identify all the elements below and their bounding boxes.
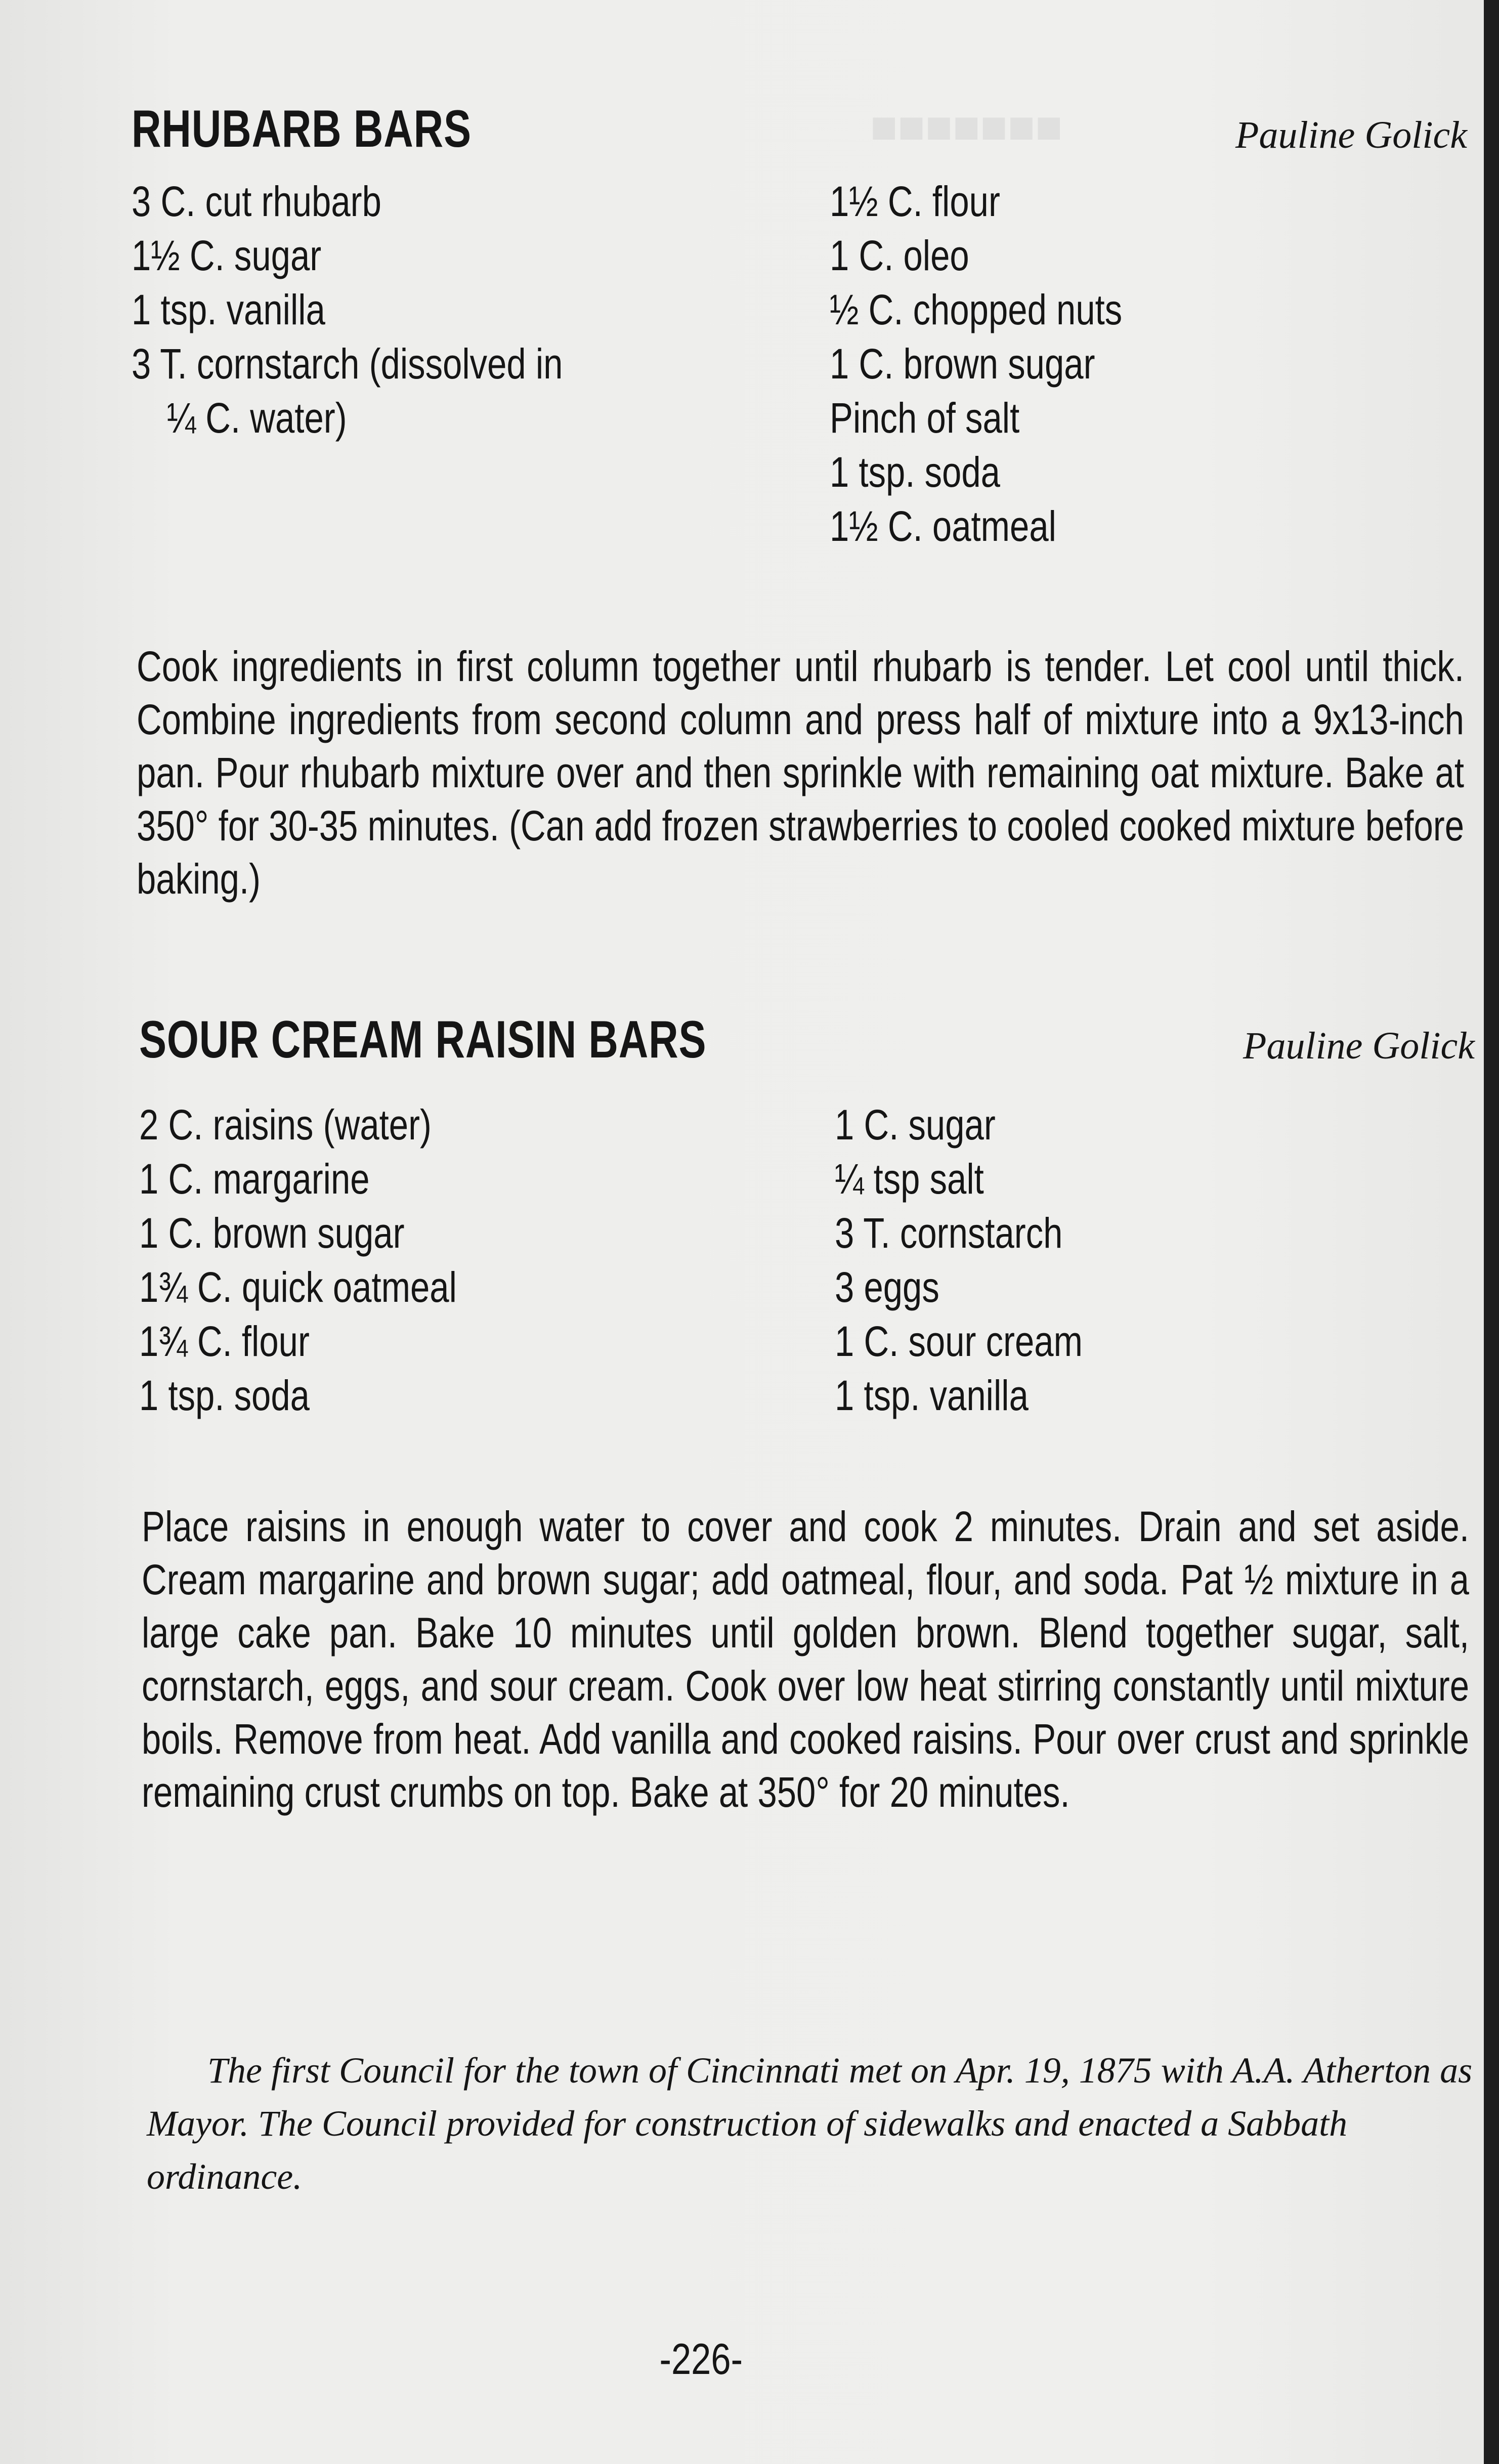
ingredient: 1¾ C. quick oatmeal bbox=[139, 1263, 457, 1311]
recipe-rhubarb-bars bbox=[132, 94, 1467, 550]
recipe-header bbox=[132, 94, 1467, 159]
ingredient: 1 C. sour cream bbox=[835, 1318, 1083, 1365]
ingredient: 3 eggs bbox=[835, 1263, 939, 1311]
ingredient: 1 C. margarine bbox=[139, 1155, 370, 1203]
ingredient-column-second bbox=[830, 175, 1186, 554]
recipe-title: SOUR CREAM RAISIN BARS bbox=[139, 1010, 707, 1069]
recipe-directions: Cook ingredients in first column together until rhubarb is tender. Let cool until thick. Combine ingredients from second column and press half of mixture into a 9x13-inch pan. Pour rhubarb mixture over and then sprinkle with remaining oat mixture. Bake at 350° for 30-35 minutes. (Can add frozen strawberries to cooled cooked mixture before baking.) bbox=[137, 643, 1464, 903]
ingredient: 1½ C. flour bbox=[830, 178, 1000, 225]
ingredient: ¼ tsp salt bbox=[835, 1155, 984, 1203]
bleed-through-decoration: ■■■■■■■ bbox=[870, 102, 1063, 152]
ingredient: 1 C. brown sugar bbox=[139, 1209, 405, 1257]
ingredient: 3 T. cornstarch (dissolved in bbox=[132, 340, 563, 388]
ingredient: Pinch of salt bbox=[830, 394, 1020, 442]
ingredient: 1 C. brown sugar bbox=[830, 340, 1095, 388]
ingredient: 1¾ C. flour bbox=[139, 1318, 310, 1365]
ingredient: 1½ C. oatmeal bbox=[830, 502, 1056, 550]
ingredient: 1½ C. sugar bbox=[132, 232, 322, 279]
ingredient: 1 tsp. vanilla bbox=[132, 286, 325, 333]
recipe-title: RHUBARB BARS bbox=[132, 100, 472, 158]
ingredient: 3 C. cut rhubarb bbox=[132, 178, 381, 225]
ingredient-column-first bbox=[132, 175, 658, 445]
recipe-directions: Place raisins in enough water to cover and cook 2 minutes. Drain and set aside. Cream margarine and brown sugar; add oatmeal, flour, and soda. Pat ½ mixture in a large cake pan. Bake 10 minutes until golden brown. Blend together sugar, salt, cornstarch, eggs, and sour cream. Cook over low heat stirring constantly until mixture boils. Remove from heat. Add vanilla and cooked raisins. Pour over crust and sprinkle remaining crust crumbs on top. Bake at 350° for 20 minutes. bbox=[142, 1503, 1469, 1816]
recipe-sour-cream-raisin-bars bbox=[139, 1004, 1475, 1419]
recipe-author: Pauline Golick bbox=[1235, 114, 1467, 156]
recipe-header bbox=[139, 1004, 1475, 1070]
ingredient: 1 tsp. soda bbox=[139, 1372, 310, 1419]
recipe-author: Pauline Golick bbox=[1243, 1025, 1475, 1067]
page-number: -226- bbox=[659, 2335, 743, 2384]
ingredient: 1 tsp. vanilla bbox=[835, 1372, 1029, 1419]
ingredient-column-second bbox=[835, 1098, 1137, 1423]
historical-note: The first Council for the town of Cincinnati met on Apr. 19, 1875 with A.A. Atherton as Mayor. The Council provided for construction of sidewalks and enacted a Sabbath ordinance. bbox=[147, 2050, 1473, 2197]
ingredient: ½ C. chopped nuts bbox=[830, 286, 1123, 333]
ingredient: 1 tsp. soda bbox=[830, 448, 1000, 496]
ingredient: 1 C. oleo bbox=[830, 232, 969, 279]
page-edge-shadow bbox=[1484, 0, 1499, 2464]
ingredient: 1 C. sugar bbox=[835, 1101, 996, 1149]
ingredient: 3 T. cornstarch bbox=[835, 1209, 1063, 1257]
ingredient: 2 C. raisins (water) bbox=[139, 1101, 432, 1149]
ingredient: ¼ C. water) bbox=[166, 394, 347, 442]
ingredient-column-first bbox=[139, 1098, 527, 1423]
